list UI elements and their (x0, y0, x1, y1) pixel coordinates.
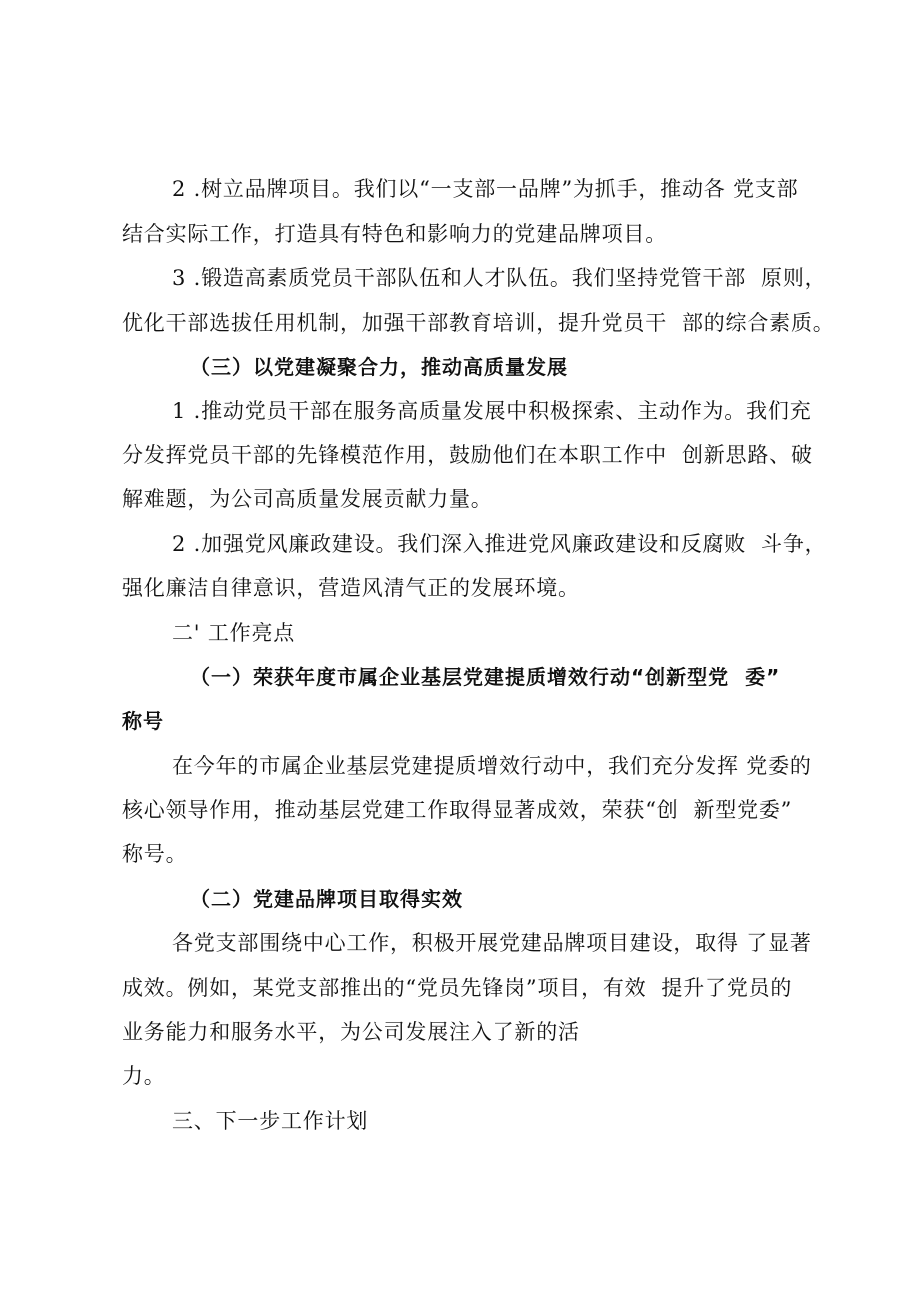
subheading-1-line-2: 称号 (122, 709, 164, 733)
highlight-2-line-3: 业务能力和服务水平，为公司发展注入了新的活 (122, 1020, 580, 1044)
chapter-heading-2: 二' 工作亮点 (172, 621, 296, 645)
subheading-1-line-1: （一）荣获年度市属企业基层党建提质增效行动“创新型党 委” (190, 665, 781, 689)
section-heading-3: （三）以党建凝聚合力，推动高质量发展 (190, 355, 568, 379)
chapter-heading-3: 三、下一步工作计划 (172, 1109, 369, 1133)
highlight-1-line-3: 称号。 (122, 842, 188, 866)
highlight-2-line-2: 成效。例如，某党支部推出的“党员先锋岗”项目，有效 提升了党员的 (122, 976, 793, 1000)
highlight-1-line-1: 在今年的市属企业基层党建提质增效行动中，我们充分发挥 党委的 (172, 754, 812, 778)
paragraph-3-line-1: 3 .锻造高素质党员干部队伍和人才队伍。我们坚持党管干部 原则， (172, 266, 827, 290)
paragraph-3-line-2: 优化干部选拔任用机制，加强干部教育培训，提升党员干 部的综合素质。 (122, 311, 835, 335)
highlight-1-line-2: 核心领导作用，推动基层党建工作取得显著成效，荣获“创 新型党委” (122, 798, 793, 822)
subheading-2: （二）党建品牌项目取得实效 (190, 887, 463, 911)
paragraph-1-line-2: 分发挥党员干部的先锋模范作用，鼓励他们在本职工作中 创新思路、破 (122, 443, 813, 467)
paragraph-2b-line-1: 2 .加强党风廉政建设。我们深入推进党风廉政建设和反腐败 斗争， (172, 532, 827, 556)
paragraph-2-line-2: 结合实际工作，打造具有特色和影响力的党建品牌项目。 (122, 222, 667, 246)
highlight-2-line-1: 各党支部围绕中心工作，积极开展党建品牌项目建设，取得 了显著 (172, 931, 812, 955)
paragraph-1-line-3: 解难题，为公司高质量发展贡献力量。 (122, 487, 493, 511)
highlight-2-line-4: 力。 (122, 1064, 166, 1088)
paragraph-2-line-1: 2 .树立品牌项目。我们以“一支部一品牌”为抓手，推动各 党支部 (172, 177, 799, 201)
paragraph-2b-line-2: 强化廉洁自律意识，营造风清气正的发展环境。 (122, 576, 580, 600)
paragraph-1-line-1: 1 .推动党员干部在服务高质量发展中积极探索、主动作为。我们充 (172, 399, 812, 423)
